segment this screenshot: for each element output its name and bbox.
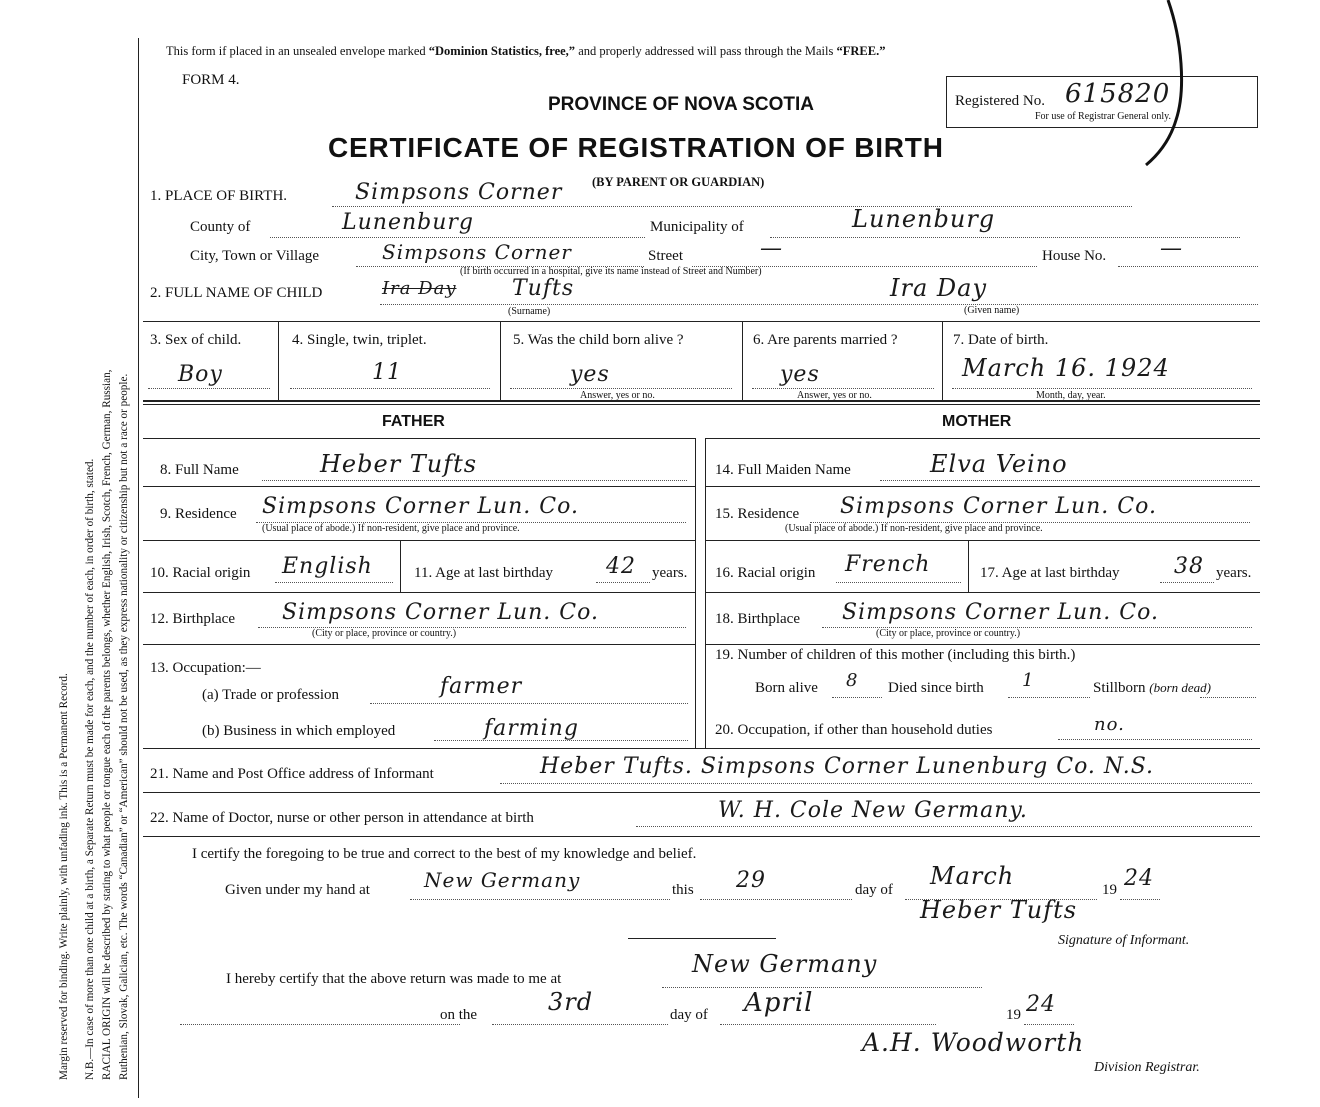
mother-racial-value: French: [845, 552, 931, 577]
born-alive-caption: Answer, yes or no.: [580, 390, 655, 401]
registrar-month-value: April: [744, 988, 814, 1018]
mother-name-value: Elva Veino: [930, 450, 1068, 478]
certification-day-of-label: day of: [855, 882, 893, 898]
doctor-value: W. H. Cole New Germany.: [718, 798, 1028, 823]
father-birthplace-caption: (City or place, province or country.): [312, 628, 457, 639]
county-value: Lunenburg: [342, 210, 474, 235]
registrar-place-value: New Germany: [692, 950, 878, 978]
certificate-subtitle: (BY PARENT OR GUARDIAN): [592, 175, 765, 189]
child-given-name: Ira Day: [890, 274, 987, 302]
form-number: FORM 4.: [182, 72, 240, 88]
father-birthplace-value: Simpsons Corner Lun. Co.: [282, 600, 599, 625]
registered-label: Registered No.: [955, 93, 1045, 109]
doctor-label: 22. Name of Doctor, nurse or other person in attendance at birth: [150, 810, 534, 826]
registrar-statement: I hereby certify that the above return was made to me at: [226, 971, 562, 987]
certification-month-value: March: [930, 862, 1015, 890]
division-registrar-caption: Division Registrar.: [1094, 1060, 1200, 1075]
father-trade-label: (a) Trade or profession: [202, 687, 340, 703]
stillborn-label: Stillborn (born dead): [1093, 680, 1212, 696]
mother-occupation-value: no.: [1094, 714, 1125, 735]
city-label: City, Town or Village: [190, 248, 320, 264]
father-racial-value: English: [282, 554, 373, 579]
this-label: this: [672, 882, 694, 898]
born-alive-count-value: 8: [846, 670, 859, 691]
mother-birthplace-caption: (City or place, province or country.): [876, 628, 1021, 639]
county-label: County of: [190, 219, 251, 235]
registrar-year-prefix: 19: [1006, 1007, 1021, 1023]
mother-heading: MOTHER: [942, 413, 1012, 430]
house-label: House No.: [1042, 248, 1107, 264]
father-heading: FATHER: [382, 413, 445, 430]
father-trade-value: farmer: [440, 674, 523, 699]
mother-age-unit: years.: [1216, 565, 1252, 581]
margin-nb-line-2: RACIAL ORIGIN will be described by stating to what people or tongue each of the parents belongs, whether English, Irish, Scotch, French, German, Russian,: [101, 369, 113, 1080]
municipality-value: Lunenburg: [852, 205, 996, 233]
father-residence-caption: (Usual place of abode.) If non-resident, give place and province.: [262, 523, 520, 534]
father-birthplace-label: 12. Birthplace: [150, 611, 235, 627]
registrar-on-the-label: on the: [440, 1007, 478, 1023]
informant-label: 21. Name and Post Office address of Informant: [150, 766, 434, 782]
mother-birthplace-label: 18. Birthplace: [715, 611, 800, 627]
father-name-value: Heber Tufts: [320, 450, 478, 478]
date-of-birth-caption: Month, day, year.: [1036, 390, 1106, 401]
mother-age-value: 38: [1174, 554, 1204, 579]
child-name-label: 2. FULL NAME OF CHILD: [150, 285, 323, 301]
margin-nb-line-3: Ruthenian, Slovak, Galician, etc. The words “Canadian” or “American” should not be used, as they express nationality or citizenship but not a race or people.: [118, 373, 130, 1080]
mother-children-label: 19. Number of children of this mother (including this birth.): [715, 647, 1076, 663]
registered-box: [946, 76, 1258, 128]
parents-married-caption: Answer, yes or no.: [797, 390, 872, 401]
father-racial-label: 10. Racial origin: [150, 565, 251, 581]
father-occupation-label: 13. Occupation:—: [150, 660, 261, 676]
died-since-birth-value: 1: [1022, 670, 1035, 691]
mother-residence-caption: (Usual place of abode.) If non-resident, give place and province.: [785, 523, 1043, 534]
father-business-label: (b) Business in which employed: [202, 723, 396, 739]
date-of-birth-value: March 16. 1924: [962, 354, 1170, 382]
registrar-year-suffix: 24: [1026, 992, 1056, 1017]
parents-married-value: yes: [780, 362, 820, 387]
pen-stroke-mark: [1120, 0, 1200, 170]
registrar-day-of-label: day of: [670, 1007, 708, 1023]
given-under-hand-label: Given under my hand at: [225, 882, 370, 898]
place-of-birth-label: 1. PLACE OF BIRTH.: [150, 188, 288, 204]
certification-year-prefix: 19: [1102, 882, 1117, 898]
sex-label: 3. Sex of child.: [150, 332, 242, 348]
informant-value: Heber Tufts. Simpsons Corner Lunenburg Co. N.S.: [540, 754, 1155, 779]
mother-racial-label: 16. Racial origin: [715, 565, 816, 581]
informant-signature-caption: Signature of Informant.: [1058, 933, 1190, 948]
father-age-label: 11. Age at last birthday: [414, 565, 553, 581]
given-place-value: New Germany: [424, 868, 581, 892]
margin-nb-line-1: N.B.—In case of more than one child at a birth, a Separate Return must be made for each, and the number of each, in order of birth, stated.: [84, 458, 96, 1080]
parents-married-label: 6. Are parents married ?: [753, 332, 898, 348]
born-alive-label: 5. Was the child born alive ?: [513, 332, 684, 348]
municipality-label: Municipality of: [650, 219, 744, 235]
mail-note: This form if placed in an unsealed envelope marked “Dominion Statistics, free,” and properly addressed will pass through the Mails “FREE.”: [166, 44, 886, 58]
multiple-birth-label: 4. Single, twin, triplet.: [292, 332, 427, 348]
date-of-birth-label: 7. Date of birth.: [953, 332, 1049, 348]
registrar-signature: A.H. Woodworth: [862, 1028, 1085, 1057]
sex-value: Boy: [178, 362, 223, 387]
mother-birthplace-value: Simpsons Corner Lun. Co.: [842, 600, 1159, 625]
father-name-label: 8. Full Name: [160, 462, 239, 478]
mother-name-label: 14. Full Maiden Name: [715, 462, 851, 478]
mother-residence-value: Simpsons Corner Lun. Co.: [840, 494, 1157, 519]
street-label: Street: [648, 248, 683, 264]
certificate-title: CERTIFICATE OF REGISTRATION OF BIRTH: [328, 132, 944, 163]
margin-rule: [138, 38, 139, 1098]
mother-occupation-label: 20. Occupation, if other than household duties: [715, 722, 993, 738]
section-divider: [628, 938, 776, 939]
father-age-unit: years.: [652, 565, 688, 581]
place-of-birth-value: Simpsons Corner: [355, 180, 563, 205]
child-surname: Tufts: [512, 276, 575, 301]
multiple-birth-value: 11: [372, 360, 402, 385]
registrar-day-value: 3rd: [548, 988, 594, 1016]
hospital-note: (If birth occurred in a hospital, give its name instead of Street and Number): [460, 266, 762, 277]
father-age-value: 42: [606, 554, 636, 579]
city-value: Simpsons Corner: [382, 240, 572, 264]
certification-day-value: 29: [736, 868, 766, 893]
province-heading: PROVINCE OF NOVA SCOTIA: [548, 94, 815, 115]
margin-binding-note: Margin reserved for binding. Write plainly, with unfading ink. This is a Permanent Record.: [58, 673, 70, 1080]
mother-age-label: 17. Age at last birthday: [980, 565, 1120, 581]
born-alive-count-label: Born alive: [755, 680, 818, 696]
died-since-birth-label: Died since birth: [888, 680, 984, 696]
father-business-value: farming: [484, 716, 579, 741]
father-residence-value: Simpsons Corner Lun. Co.: [262, 494, 579, 519]
father-residence-label: 9. Residence: [160, 506, 237, 522]
surname-caption: (Surname): [508, 306, 551, 317]
given-name-caption: (Given name): [964, 305, 1020, 316]
born-alive-value: yes: [570, 362, 610, 387]
informant-signature: Heber Tufts: [920, 896, 1078, 924]
registered-number: 615820: [1065, 79, 1171, 109]
house-value: —: [1160, 236, 1183, 261]
certification-statement: I certify the foregoing to be true and correct to the best of my knowledge and belief.: [192, 846, 697, 862]
mother-residence-label: 15. Residence: [715, 506, 800, 522]
certification-year-suffix: 24: [1124, 866, 1154, 891]
child-struck-name: Ira Day: [382, 278, 457, 299]
registrar-use-note: For use of Registrar General only.: [1035, 111, 1171, 122]
street-value: —: [760, 236, 783, 261]
